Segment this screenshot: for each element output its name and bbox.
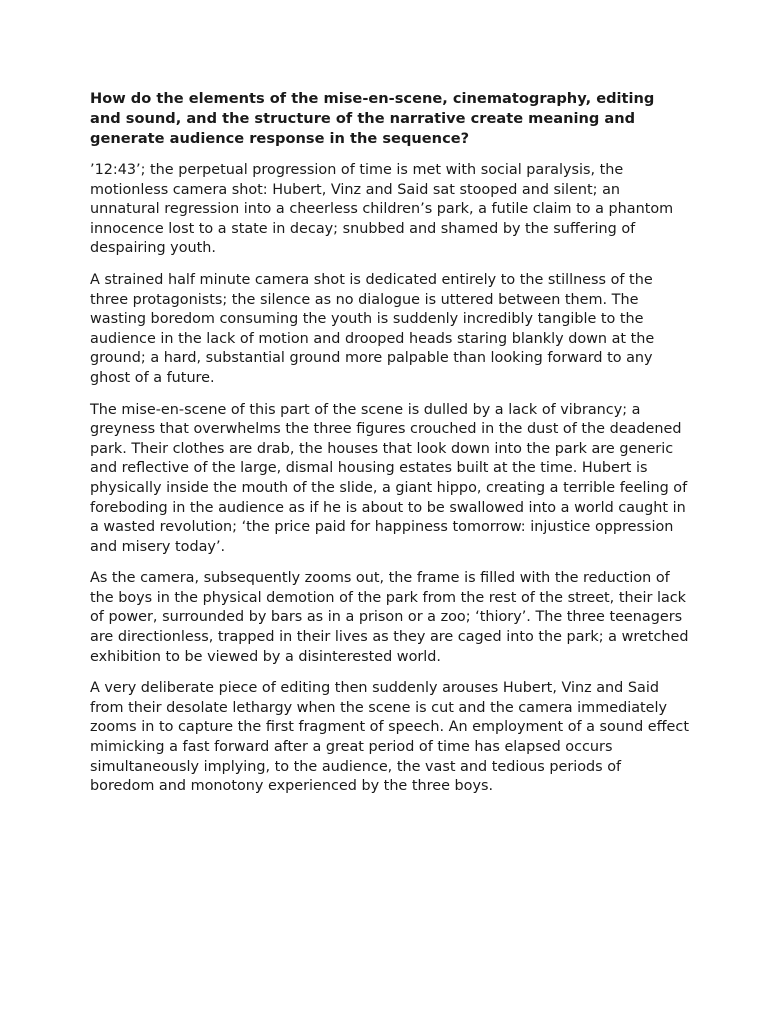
paragraph-2: A strained half minute camera shot is dedicated entirely to the stillness of the three protagonists; the silence as no dialogue is uttered between them. The wasting boredom consuming the youth is suddenly incredibly tangible to the audience in the lack of motion and drooped heads staring blankly down at the ground; a hard, substantial ground more palpable than looking forward to any ghost of a future. — [90, 271, 655, 386]
document-body — [90, 89, 690, 809]
paragraph-5: A very deliberate piece of editing then suddenly arouses Hubert, Vinz and Said from their desolate lethargy when the scene is cut and the camera immediately zooms in to capture the first fragment of speech. An employment of a sound effect mimicking a fast forward after a great period of time has elapsed occurs simultaneously implying, to the audience, the vast and tedious periods of boredom and monotony experienced by the three boys. — [90, 680, 689, 795]
paragraph-3: The mise-en-scene of this part of the scene is dulled by a lack of vibrancy; a greyness that overwhelms the three figures crouched in the dust of the deadened park. Their clothes are drab, the houses that look down into the park are generic and reflective of the large, dismal housing estates built at the time. Hubert is physically inside the mouth of the slide, a giant hippo, creating a terrible feeling of foreboding in the audience as if he is about to be swallowed into a world caught in a wasted revolution; ‘the price paid for happiness tomorrow: injustice oppression and misery today’. — [90, 401, 688, 555]
paragraph-1: ’12:43’; the perpetual progression of time is met with social paralysis, the motionless camera shot: Hubert, Vinz and Said sat stooped and silent; an unnatural regression into a cheerless children’s park, a futile claim to a phantom innocence lost to a state in decay; snubbed and shamed by the suffering of despairing youth. — [90, 162, 674, 257]
essay-question-heading: How do the elements of the mise-en-scene, cinematography, editing and sound, and the structure of the narrative create meaning and generate audience response in the sequence? — [90, 90, 655, 147]
paragraph-4: As the camera, subsequently zooms out, the frame is filled with the reduction of the boys in the physical demotion of the park from the rest of the street, their lack of power, surrounded by bars as in a prison or a zoo; ‘thiory’. The three teenagers are directionless, trapped in their lives as they are caged into the park; a wretched exhibition to be viewed by a disinterested world. — [90, 570, 689, 665]
